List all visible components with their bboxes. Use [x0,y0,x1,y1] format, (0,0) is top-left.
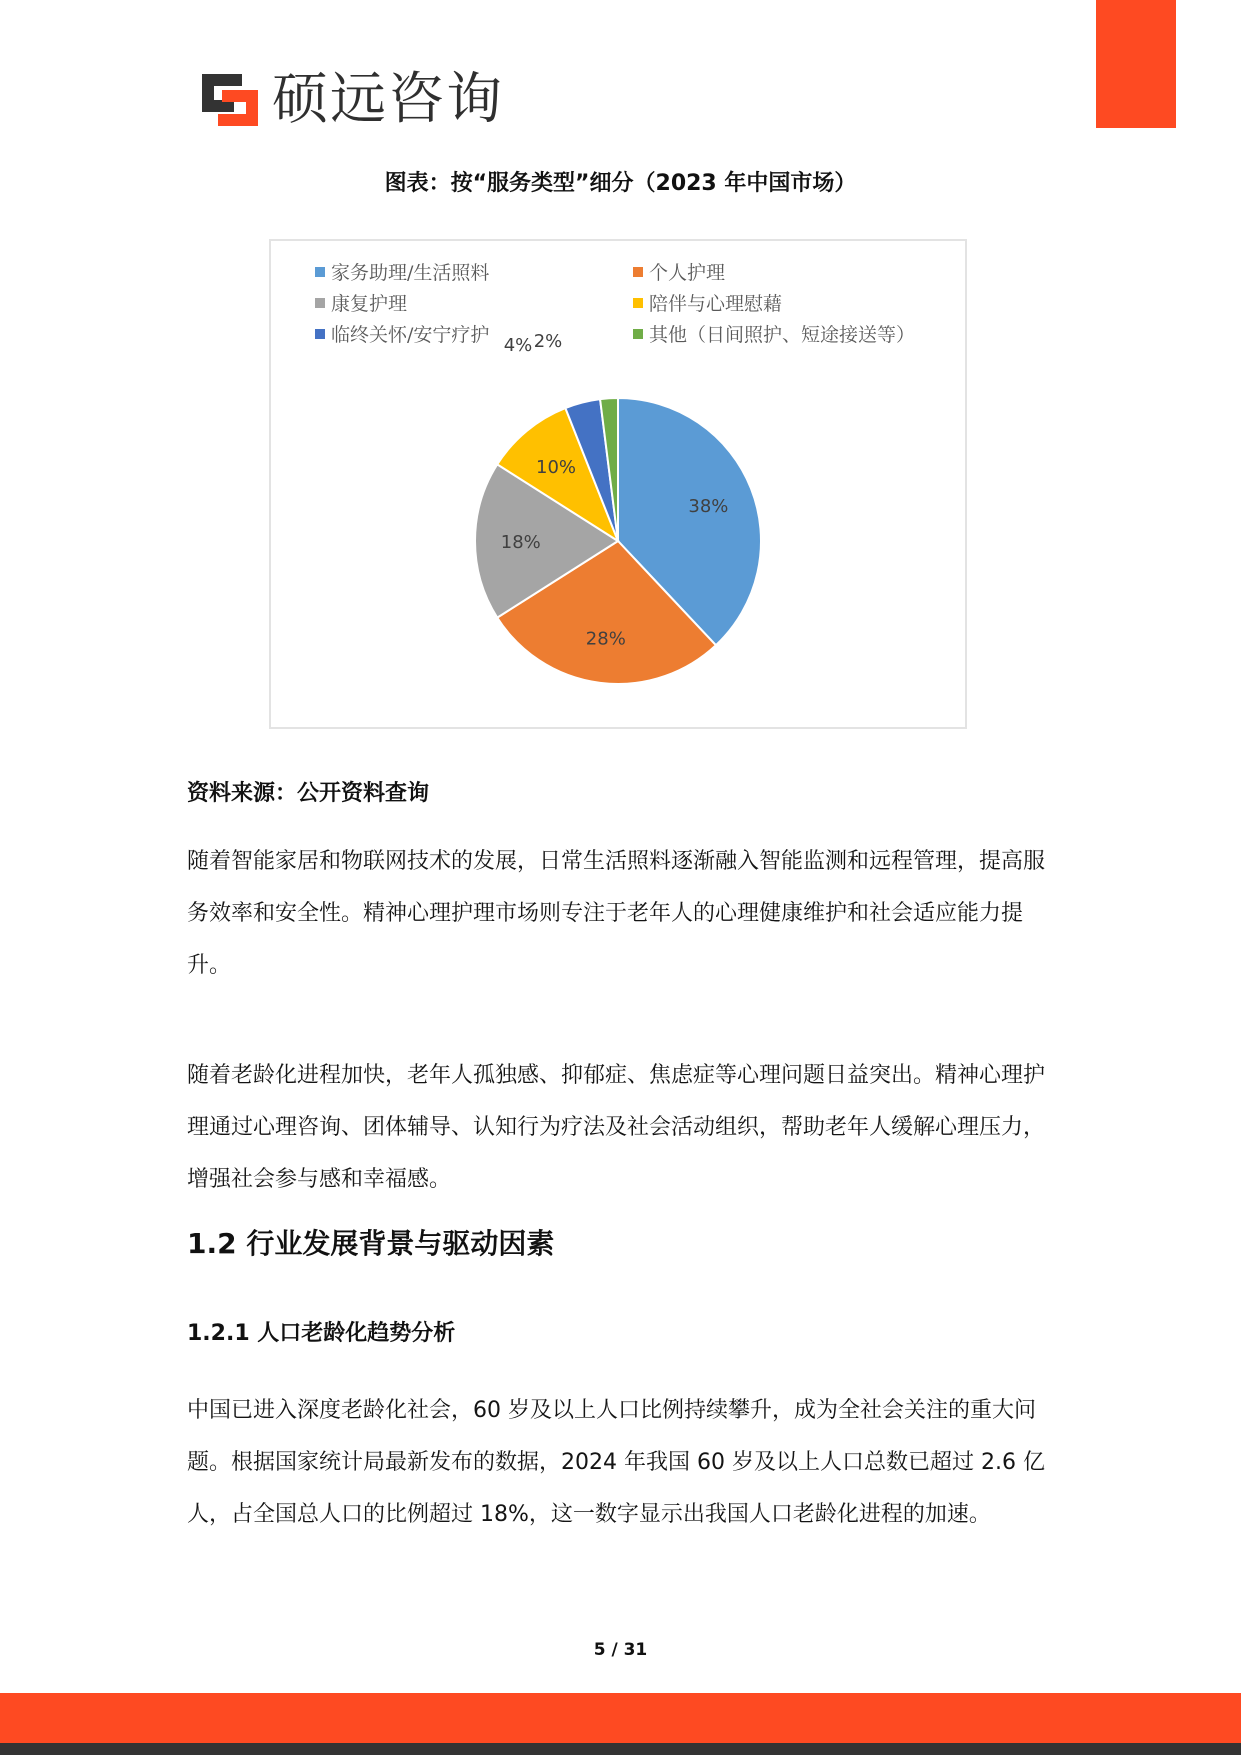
footer-band [0,1693,1241,1743]
logo-text: 硕远咨询 [272,67,504,132]
subsection-heading: 1.2.1 人口老龄化趋势分析 [187,1321,456,1346]
pie-data-label: 38% [688,496,729,518]
source-note: 资料来源：公开资料查询 [187,781,430,806]
legend-label: 家务助理/生活照料 [331,262,490,284]
pie-data-label: 28% [585,628,626,650]
paragraph: 中国已进入深度老龄化社会，60 岁及以上人口比例持续攀升，成为全社会关注的重大问题。根据国家统计局最新发布的数据，2024 年我国 60 岁及以上人口总数已超过 2.6 亿人，占全国总人口的比例超过 18%，这一数字显示出我国人口老龄化进程的加速。 [187,1398,1045,1527]
pie-plot-area [271,241,965,727]
paragraph: 随着老龄化进程加快，老年人孤独感、抑郁症、焦虑症等心理问题日益突出。精神心理护理通过心理咨询、团体辅导、认知行为疗法及社会活动组织，帮助老年人缓解心理压力，增强社会参与感和幸福感。 [187,1063,1046,1192]
figure-title: 图表：按“服务类型”细分（2023 年中国市场） [384,171,857,196]
legend-label: 其他（日间照护、短途接送等） [649,324,916,346]
corner-accent-tab [1096,0,1176,128]
legend-label: 临终关怀/安宁疗护 [331,324,490,346]
pie-data-label: 10% [536,457,577,479]
pie-data-label: 4% [503,335,533,356]
footer-strip [0,1743,1241,1755]
legend-label: 陪伴与心理慰藉 [649,293,783,315]
pie-chart [269,239,967,729]
legend-label: 个人护理 [649,262,726,284]
pie-data-label: 18% [500,532,541,553]
logo-mark-icon [200,72,260,128]
legend-label: 康复护理 [331,293,408,315]
section-heading: 1.2 行业发展背景与驱动因素 [187,1227,555,1260]
company-logo [200,67,504,132]
page-number: 5 / 31 [593,1640,648,1660]
pie-data-label: 2% [533,331,563,352]
paragraph: 随着智能家居和物联网技术的发展，日常生活照料逐渐融入智能监测和远程管理，提高服务效率和安全性。精神心理护理市场则专注于老年人的心理健康维护和社会适应能力提升。 [187,849,1046,978]
